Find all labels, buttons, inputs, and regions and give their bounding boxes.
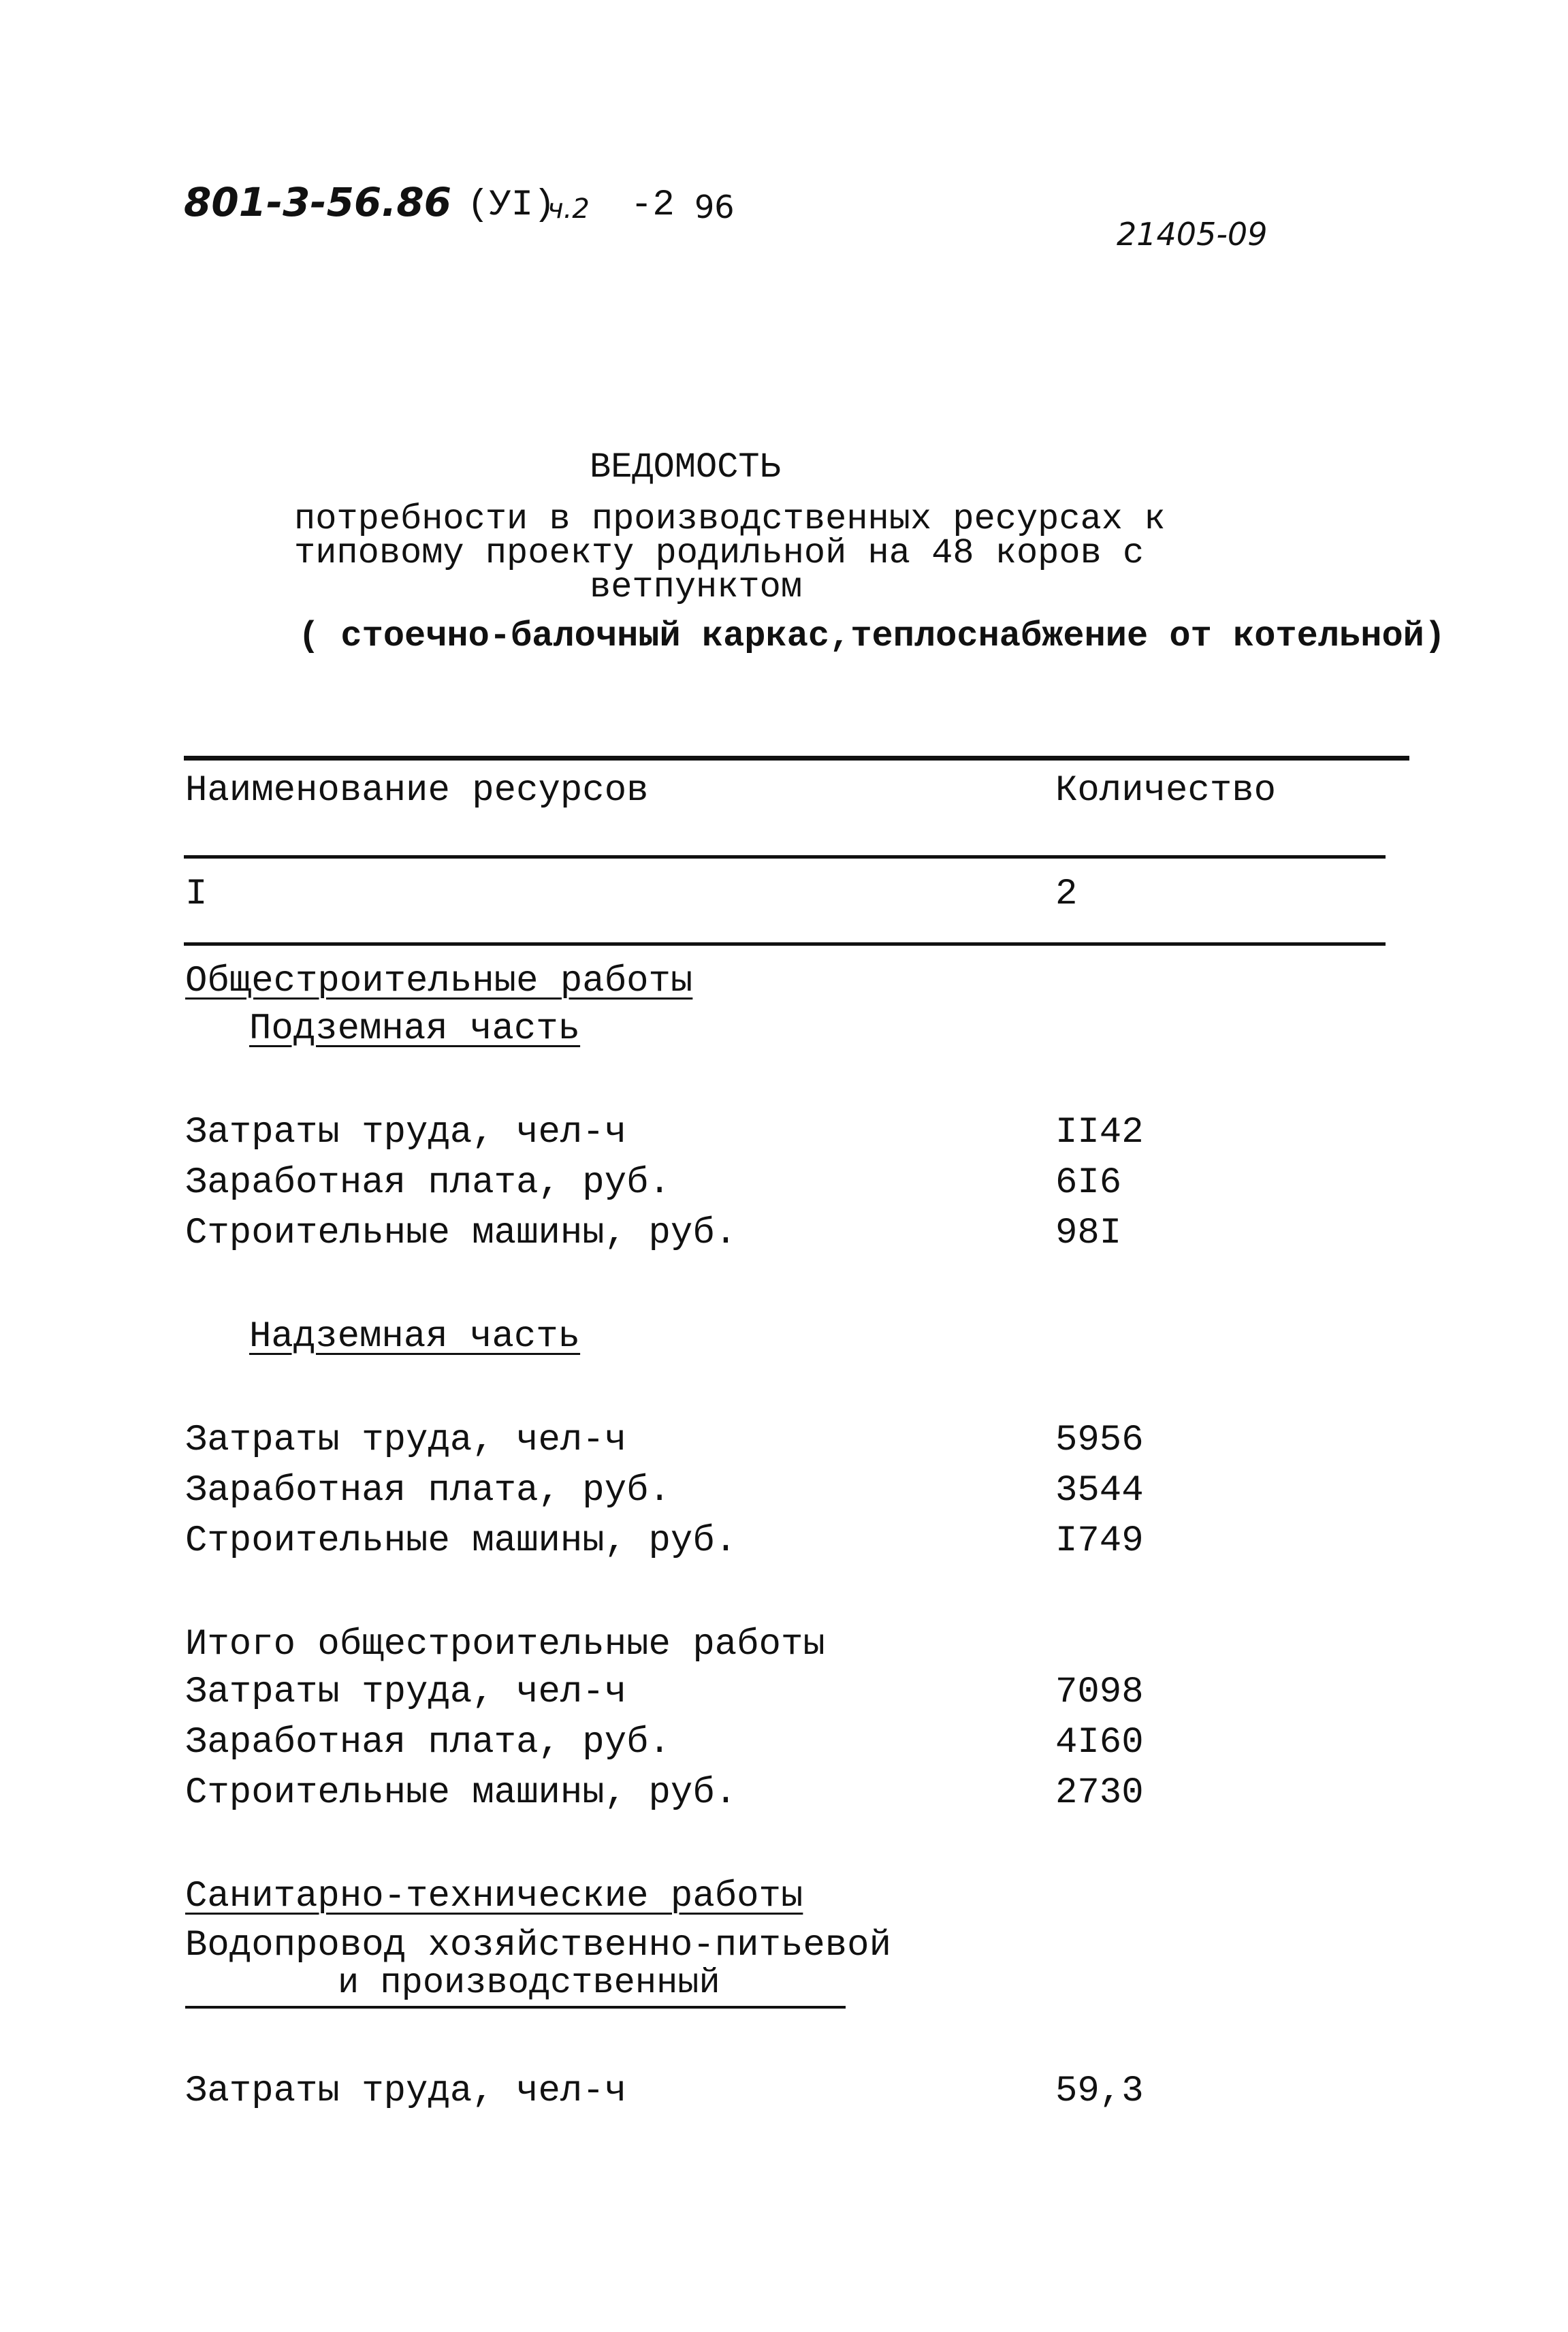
page-number-typed: -2: [630, 185, 675, 226]
row-label: Затраты труда, чел-ч: [185, 1420, 627, 1461]
title-line-2: типовому проекту родильной на 48 коров с: [294, 533, 1145, 573]
row-label: Затраты труда, чел-ч: [185, 2071, 627, 2112]
subsection-aboveground: Надземная часть: [249, 1316, 581, 1358]
row-label: Строительные машины, руб.: [185, 1520, 737, 1562]
page-number-handwritten: 96: [694, 189, 735, 225]
total-general-works: Итого общестроительные работы: [185, 1624, 825, 1665]
row-value: 2730: [1055, 1772, 1144, 1814]
title-line-1: потребности в производственных ресурсах к: [294, 499, 1166, 539]
project-code-handwritten: 801-3-56.86: [184, 179, 452, 225]
row-label: Затраты труда, чел-ч: [185, 1112, 627, 1153]
row-value: 7098: [1055, 1672, 1144, 1713]
row-value: 59,3: [1055, 2071, 1144, 2112]
water-supply-underline: [185, 2006, 846, 2009]
water-supply-line-2: и производственный: [338, 1963, 720, 2003]
row-label: Строительные машины, руб.: [185, 1213, 737, 1254]
column-number-1: I: [185, 874, 208, 915]
row-value: 5956: [1055, 1420, 1144, 1461]
title-line-3: ветпунктом: [590, 567, 803, 607]
row-value: 4I60: [1055, 1722, 1144, 1763]
title-line-4: ( стоечно-балочный каркас,теплоснабжение от котельной): [298, 616, 1446, 656]
row-label: Затраты труда, чел-ч: [185, 1672, 627, 1713]
row-label: Заработная плата, руб.: [185, 1162, 671, 1204]
inventory-number: 21405-09: [1117, 216, 1268, 253]
row-value: 6I6: [1055, 1162, 1122, 1204]
row-label: Заработная плата, руб.: [185, 1470, 671, 1512]
column-number-2: 2: [1055, 874, 1078, 915]
row-value: I749: [1055, 1520, 1144, 1562]
header-bottom-rule: [184, 855, 1386, 859]
section-general-works: Общестроительные работы: [185, 961, 693, 1002]
table-top-rule: [184, 756, 1409, 761]
row-value: 98I: [1055, 1213, 1122, 1254]
column-header-name: Наименование ресурсов: [185, 770, 649, 812]
part-handwritten: ч.2: [547, 193, 590, 225]
number-row-bottom-rule: [184, 942, 1386, 946]
row-value: II42: [1055, 1112, 1144, 1153]
section-sanitary-works: Санитарно-технические работы: [185, 1876, 803, 1917]
row-value: 3544: [1055, 1470, 1144, 1512]
water-supply-line-1: Водопровод хозяйственно-питьевой: [185, 1925, 891, 1966]
project-code-typed: (УI): [467, 185, 556, 226]
row-label: Строительные машины, руб.: [185, 1772, 737, 1814]
subsection-underground: Подземная часть: [249, 1008, 581, 1050]
column-header-quantity: Количество: [1055, 770, 1277, 812]
document-heading: ВЕДОМОСТЬ: [590, 447, 781, 488]
row-label: Заработная плата, руб.: [185, 1722, 671, 1763]
